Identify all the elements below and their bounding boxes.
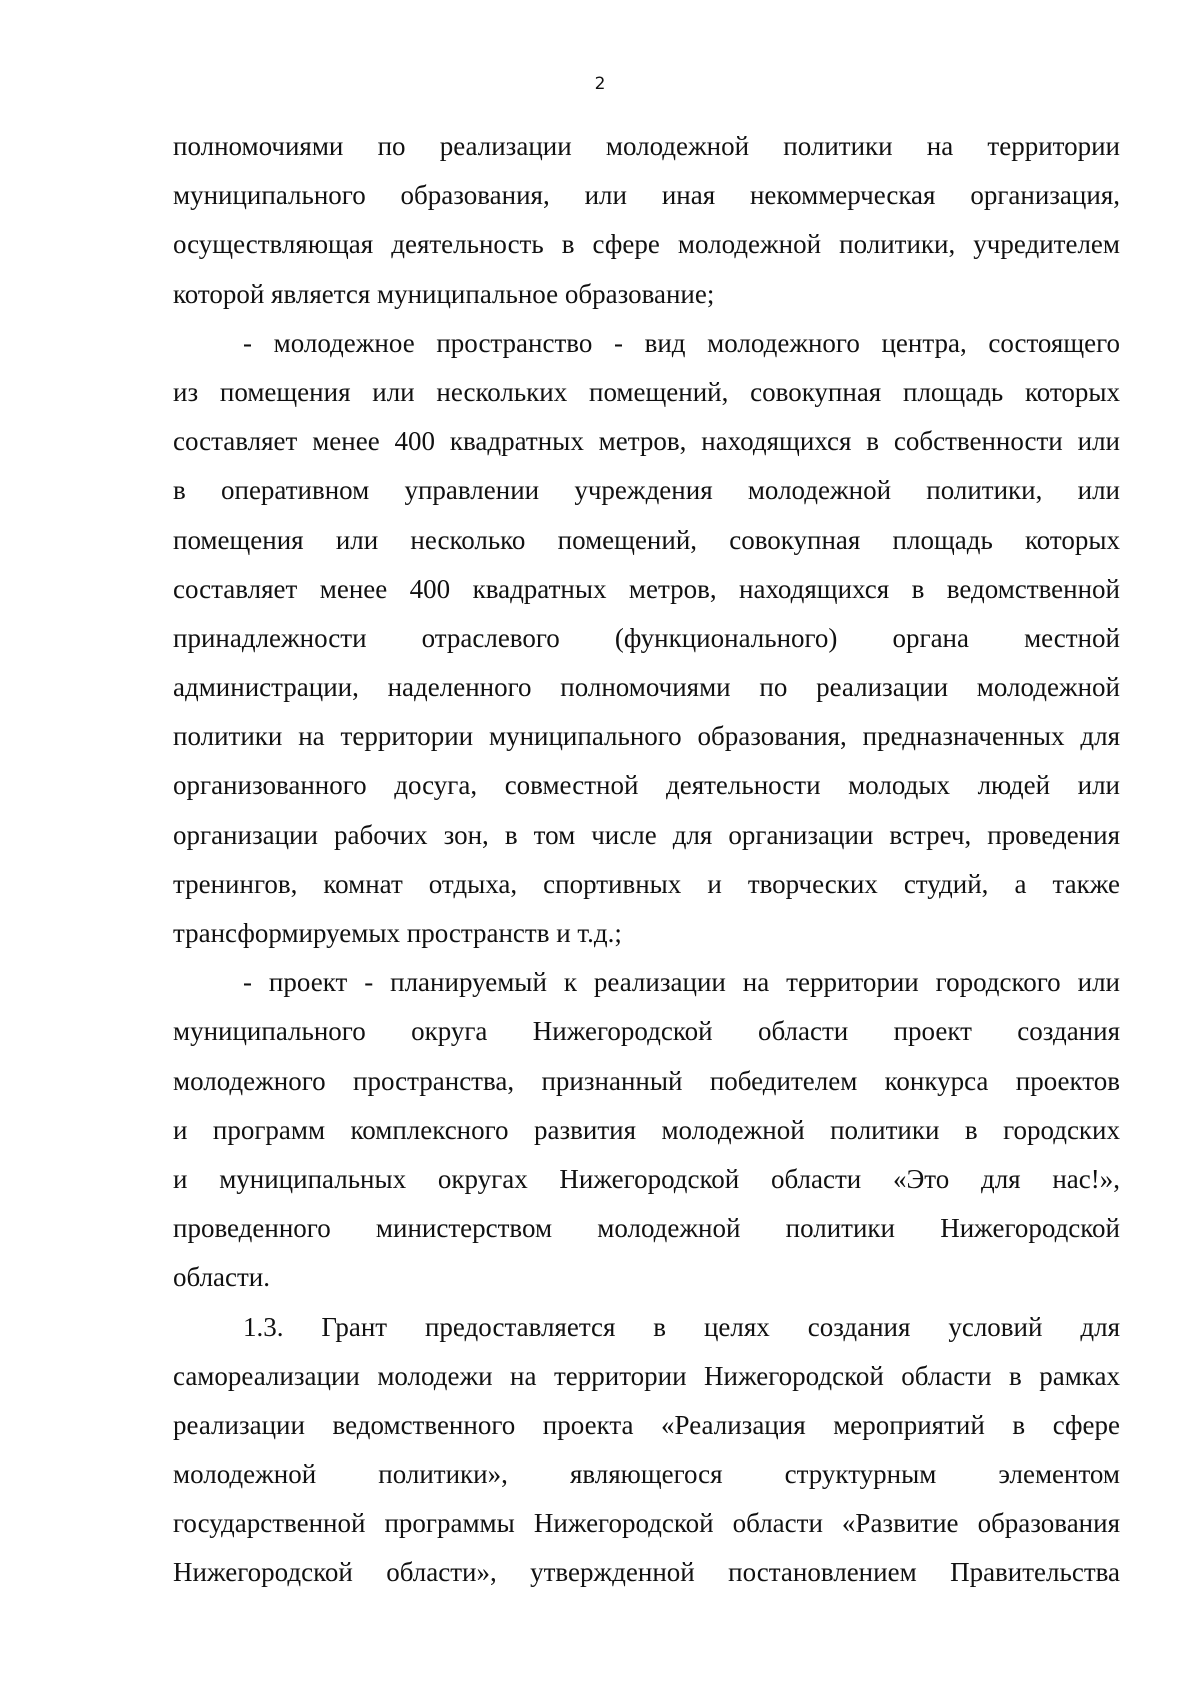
paragraph-youth-space-definition: [173, 319, 1120, 958]
text-line: и муниципальных округах Нижегородской области «Это для нас!»,: [173, 1163, 1120, 1194]
text-line: которой является муниципальное образование;: [173, 278, 715, 309]
text-line: и программ комплексного развития молодежной политики в городских: [173, 1114, 1120, 1145]
text-line: администрации, наделенного полномочиями по реализации молодежной: [173, 672, 1120, 703]
text-line: составляет менее 400 квадратных метров, находящихся в ведомственной: [173, 573, 1120, 604]
text-line: - молодежное пространство - вид молодежного центра, состоящего: [243, 327, 1120, 358]
text-line: молодежной политики», являющегося структурным элементом: [173, 1459, 1120, 1490]
text-line: Нижегородской области», утвержденной постановлением Правительства: [173, 1557, 1120, 1588]
text-line: молодежного пространства, признанный победителем конкурса проектов: [173, 1065, 1120, 1096]
text-line: проведенного министерством молодежной политики Нижегородской: [173, 1213, 1120, 1244]
text-line: - проект - планируемый к реализации на территории городского или: [243, 967, 1120, 998]
text-line: политики на территории муниципального образования, предназначенных для: [173, 721, 1120, 752]
paragraph-project-definition: [173, 958, 1120, 1302]
paragraph-1-3-grant-purpose: [173, 1303, 1120, 1598]
text-line: организации рабочих зон, в том числе для организации встреч, проведения: [173, 819, 1120, 850]
text-line: в оперативном управлении учреждения молодежной политики, или: [173, 475, 1120, 506]
text-line: составляет менее 400 квадратных метров, находящихся в собственности или: [173, 426, 1120, 457]
text-line: из помещения или нескольких помещений, совокупная площадь которых: [173, 376, 1120, 407]
text-line: принадлежности отраслевого (функционального) органа местной: [173, 622, 1120, 653]
text-line: области.: [173, 1262, 271, 1293]
text-line: полномочиями по реализации молодежной политики на территории: [173, 131, 1120, 161]
text-line: государственной программы Нижегородской области «Развитие образования: [173, 1508, 1120, 1539]
text-line: самореализации молодежи на территории Нижегородской области в рамках: [173, 1360, 1120, 1391]
document-body: [173, 122, 1120, 1598]
text-line: 1.3. Грант предоставляется в целях создания условий для: [243, 1311, 1120, 1342]
text-line: трансформируемых пространств и т.д.;: [173, 918, 622, 948]
text-line: муниципального округа Нижегородской области проект создания: [173, 1016, 1120, 1047]
paragraph-continuation: [173, 122, 1120, 319]
text-line: осуществляющая деятельность в сфере молодежной политики, учредителем: [173, 229, 1120, 260]
text-line: муниципального образования, или иная некоммерческая организация,: [173, 180, 1120, 211]
text-line: тренингов, комнат отдыха, спортивных и творческих студий, а также: [173, 868, 1120, 899]
text-line: организованного досуга, совместной деятельности молодых людей или: [173, 770, 1120, 801]
text-line: реализации ведомственного проекта «Реализация мероприятий в сфере: [173, 1409, 1120, 1440]
text-line: помещения или несколько помещений, совокупная площадь которых: [173, 524, 1120, 555]
page-number: 2: [594, 74, 606, 94]
